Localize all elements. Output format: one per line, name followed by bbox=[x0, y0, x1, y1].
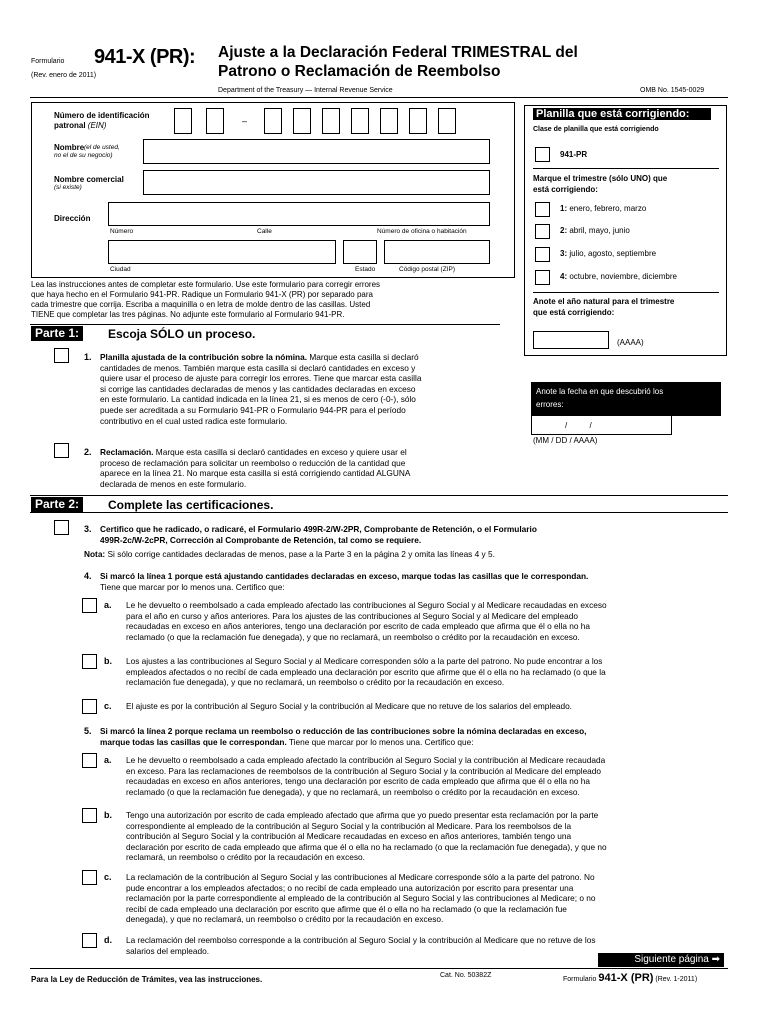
quarter-2-label: 2: abril, mayo, junio bbox=[560, 226, 630, 235]
part2-top-rule bbox=[30, 495, 728, 496]
item4-option-checkbox-a[interactable] bbox=[82, 598, 97, 613]
item4-option-text: El ajuste es por la contribución al Seguro Social y la contribución al Medicare que no retuve de los salarios del empleado. bbox=[126, 701, 572, 711]
item4-option-letter: c. bbox=[104, 701, 112, 711]
year-field[interactable] bbox=[533, 331, 609, 349]
checkbox-quarter-2[interactable] bbox=[535, 224, 550, 239]
footer-rule bbox=[30, 968, 728, 969]
sidebar-divider bbox=[533, 168, 719, 169]
item2-number: 2. bbox=[84, 447, 92, 457]
instructions-line4: TIENE que completar las tres páginas. No adjunte este formulario al Formulario 941-PR. bbox=[31, 310, 345, 319]
ein-digit-6[interactable] bbox=[351, 108, 369, 134]
checkbox-quarter-1[interactable] bbox=[535, 202, 550, 217]
discovery-date-field[interactable] bbox=[531, 416, 672, 435]
year-prompt-1: Anote el año natural para el trimestre bbox=[533, 297, 675, 306]
ein-digit-5[interactable] bbox=[322, 108, 340, 134]
part2-bottom-rule bbox=[30, 512, 728, 513]
department-line: Department of the Treasury — Internal Revenue Service bbox=[218, 87, 393, 94]
zip-field[interactable] bbox=[384, 240, 490, 264]
item5-option-text: Tengo una autorización por escrito de cada empleado afectado que afirma que yo puedo presentar esta reclamación por la parte correspondiente al empleado de la contribución al Seguro Social y la contribución al Medicare. Para los reembolsos de la contribución al Seguro Social y la contribución al Medicare recaudadas en exceso en años anteriores, también tengo una declaración por escrito de cada empleado que afirma que él o ella no ha reclamado (o que la reclamación fue denegada), y que no reclamará, un reembolso o crédito por la recaudación en exceso. bbox=[126, 810, 607, 863]
item5-option-text: Le he devuelto o reembolsado a cada empleado afectado la contribución al Seguro Social y la contribución al Medicare recaudada en exceso. Para las reclamaciones de reembolsos de la contribución al Seguro Social y la contribución al Medicare del empleado recaudadas en exceso en años anteriores, tengo una declaración por escrito de cada empleado que afirma que él o ella no ha reclamado (o que la reclamación fue denegada), y que no reclamará, un reembolso o crédito por la recaudación en exceso. bbox=[126, 755, 606, 797]
trade-name-sub: (si existe) bbox=[54, 184, 82, 191]
numero-caption: Número bbox=[110, 228, 134, 235]
quarter-3-label: 3: julio, agosto, septiembre bbox=[560, 249, 657, 258]
item5-option-letter: d. bbox=[104, 935, 112, 945]
name-sub: (el de usted, bbox=[84, 144, 120, 151]
ein-dash: – bbox=[242, 116, 248, 126]
instructions-line3: cada trimestre que corrija. Escriba a maquinilla o en letra de molde dentro de las casillas. Usted bbox=[31, 300, 371, 309]
ein-digit-3[interactable] bbox=[264, 108, 282, 134]
street-address-field[interactable] bbox=[108, 202, 490, 226]
checkbox-quarter-4[interactable] bbox=[535, 270, 550, 285]
oficina-caption: Número de oficina o habitación bbox=[377, 228, 467, 235]
item5-option-letter: b. bbox=[104, 810, 112, 820]
item2-text: Reclamación. Marque esta casilla si declaró cantidades en exceso y quiere usar el proceso de reclamación para solicitar un reembolso o reducción de la cantidad que aparece en la línea 21. No marque esta casilla si está corrigiendo cantidad ALGUNA declarada de menos en este formulario. bbox=[100, 447, 411, 489]
item4-option-text: Le he devuelto o reembolsado a cada empleado afectado las contribuciones al Seguro Social y al Medicare recaudadas en exceso para el año en curso y años anteriores. Para los ajustes de las contribuciones al Seguro Social y al Medicare del empleado recaudadas en exceso en años anteriores, tengo una declaración por escrito de cada empleado que afirma que él o ella no ha reclamado (o que la reclamación fue denegada), y que no reclamará, un reembolso o crédito por la recaudación en exceso. bbox=[126, 600, 607, 642]
city-field[interactable] bbox=[108, 240, 336, 264]
form-title-line2: Patrono o Reclamación de Reembolso bbox=[218, 63, 501, 80]
state-field[interactable] bbox=[343, 240, 377, 264]
form-number: 941-X (PR): bbox=[94, 46, 196, 68]
ciudad-caption: Ciudad bbox=[110, 266, 131, 273]
item3-text: Certifico que he radicado, o radicaré, el Formulario 499R-2/W-2PR, Comprobante de Retención, o el Formulario 499R-2c/W-2cPR, Corrección al Comprobante de Retención, tal como se requiere. bbox=[100, 524, 537, 545]
item4-option-letter: b. bbox=[104, 656, 112, 666]
item4-option-checkbox-c[interactable] bbox=[82, 699, 97, 714]
formulario-label: Formulario bbox=[31, 58, 65, 65]
next-page-text: Siguiente página bbox=[634, 954, 709, 965]
quarter-4-label: 4: octubre, noviembre, diciembre bbox=[560, 272, 677, 281]
checkbox-941pr[interactable] bbox=[535, 147, 550, 162]
quarter-prompt-1: Marque el trimestre (sólo UNO) que bbox=[533, 174, 668, 183]
checkbox-item2-claim[interactable] bbox=[54, 443, 69, 458]
item5-option-text: La reclamación del reembolso corresponde a la contribución al Seguro Social y la contribución al Medicare que no retuve de los salarios del empleado. bbox=[126, 935, 596, 956]
ein-digit-7[interactable] bbox=[380, 108, 398, 134]
item4-text: Si marcó la línea 1 porque está ajustando cantidades declaradas en exceso, marque todas las casillas que le correspondan. Tiene que marcar por lo menos una. Certifico que: bbox=[100, 571, 589, 592]
ein-digit-1[interactable] bbox=[174, 108, 192, 134]
ein-digit-2[interactable] bbox=[206, 108, 224, 134]
checkbox-quarter-3[interactable] bbox=[535, 247, 550, 262]
name-label: Nombre bbox=[54, 143, 85, 152]
arrow-right-icon: ➡ bbox=[711, 954, 720, 965]
revision-date: (Rev. enero de 2011) bbox=[31, 72, 97, 79]
date-header-2: errores: bbox=[536, 400, 564, 409]
calle-caption: Calle bbox=[257, 228, 272, 235]
item5-option-checkbox-d[interactable] bbox=[82, 933, 97, 948]
paperwork-notice: Para la Ley de Reducción de Trámites, vea las instrucciones. bbox=[31, 975, 263, 984]
quarter-1-label: 1: enero, febrero, marzo bbox=[560, 204, 647, 213]
item1-text: Planilla ajustada de la contribución sobre la nómina. Marque esta casilla si declaró cantidades de menos. También marque esta casilla si declaró cantidades en exceso y quiere usar el proceso de ajuste para corregir los errores. Tiene que marcar esta casilla si corrige las cantidades declaradas de menos y las cantidades declaradas en exceso en este formulario. La cantidad indicada en la línea 21, si es menos de cero (-0-), sólo puede ser acreditada a su Formulario 941-PR o Formulario 944-PR para el período contributivo en el cual usted radica este formulario. bbox=[100, 352, 422, 426]
date-slashes: / / bbox=[565, 421, 592, 430]
part1-title: Escoja SÓLO un proceso. bbox=[108, 327, 256, 341]
quarter-prompt-2: está corrigiendo: bbox=[533, 185, 598, 194]
item4-number: 4. bbox=[84, 571, 92, 581]
estado-caption: Estado bbox=[355, 266, 376, 273]
item5-option-letter: a. bbox=[104, 755, 112, 765]
item5-option-text: La reclamación de la contribución al Seguro Social y las contribuciones al Medicare corresponde sólo a la parte del patrono. No pude encontrar a los empleados afectados; o no recibí de cada empleado una autorización por escrito para presentar una reclamación por la parte correspondiente al empleado de la contribución al Seguro Social y las contribuciones al Medicare; o no recibí de cada empleado una declaración por escrito que afirme que él o ella no ha reclamado (o que la reclamación fue denegada), y que no reclamará, un reembolso o crédito por la recaudación en exceso. bbox=[126, 872, 596, 925]
next-page-indicator bbox=[598, 953, 724, 967]
header-rule bbox=[30, 97, 728, 98]
checkbox-item3-certify[interactable] bbox=[54, 520, 69, 535]
instructions-line1: Lea las instrucciones antes de completar este formulario. Use este formulario para corregir errores bbox=[31, 280, 381, 289]
item5-number: 5. bbox=[84, 726, 92, 736]
item5-option-letter: c. bbox=[104, 872, 112, 882]
name-field[interactable] bbox=[143, 139, 490, 164]
date-format: (MM / DD / AAAA) bbox=[533, 436, 598, 445]
checkbox-item1-adjusted-return[interactable] bbox=[54, 348, 69, 363]
item1-number: 1. bbox=[84, 352, 92, 362]
form-title-line1: Ajuste a la Declaración Federal TRIMESTRAL del bbox=[218, 44, 578, 61]
part1-label: Parte 1: bbox=[31, 326, 83, 341]
item4-option-letter: a. bbox=[104, 600, 112, 610]
return-type-prompt: Clase de planilla que está corrigiendo bbox=[533, 126, 659, 133]
instructions-line2: que haya hecho en el Formulario 941-PR. Radique un Formulario 941-X (PR) por separado para bbox=[31, 290, 373, 299]
trade-name-label: Nombre comercial bbox=[54, 175, 124, 184]
name-sub-2: no el de su negocio) bbox=[54, 152, 113, 159]
part2-title: Complete las certificaciones. bbox=[108, 498, 274, 512]
part2-label: Parte 2: bbox=[31, 497, 83, 512]
return-corrected-header: Planilla que está corrigiendo: bbox=[533, 108, 711, 120]
omb-number: OMB No. 1545-0029 bbox=[640, 87, 705, 94]
item4-option-text: Los ajustes a las contribuciones al Seguro Social y al Medicare corresponden sólo a la parte del patrono. No pude encontrar a los empleados afectados o no recibí de cada empleado una declaración por escrito que afirme que él o ella no ha reclamado (o que la reclamación fue denegada), y que no reclamará, un reembolso o crédito por la recaudación en exceso. bbox=[126, 656, 606, 688]
nota-text: Nota: Si sólo corrige cantidades declaradas de menos, pase a la Parte 3 en la página 2 y omita las líneas 4 y 5. bbox=[84, 549, 495, 559]
ein-digit-4[interactable] bbox=[293, 108, 311, 134]
trade-name-field[interactable] bbox=[143, 170, 490, 195]
ein-label-2: patronal (EIN) bbox=[54, 121, 107, 130]
item5-text: Si marcó la línea 2 porque reclama un reembolso o reducción de las contribuciones sobre la nómina declaradas en exceso, marque todas las casillas que le correspondan. Tiene que marcar por lo menos una. Certifico que: bbox=[100, 726, 587, 747]
ein-label: Número de identificación bbox=[54, 111, 150, 120]
footer-form-id: Formulario 941-X (PR) (Rev. 1-2011) bbox=[563, 972, 698, 984]
year-prompt-2: que está corrigiendo: bbox=[533, 308, 615, 317]
zip-caption: Código postal (ZIP) bbox=[399, 266, 455, 273]
address-label: Dirección bbox=[54, 214, 91, 223]
item4-option-checkbox-b[interactable] bbox=[82, 654, 97, 669]
return-type-label: 941-PR bbox=[560, 150, 588, 159]
date-header-1: Anote la fecha en que descubrió los bbox=[536, 387, 664, 396]
ein-digit-9[interactable] bbox=[438, 108, 456, 134]
ein-digit-8[interactable] bbox=[409, 108, 427, 134]
item5-option-checkbox-a[interactable] bbox=[82, 753, 97, 768]
part1-top-rule bbox=[30, 324, 500, 325]
sidebar-divider-2 bbox=[533, 292, 719, 293]
item5-option-checkbox-c[interactable] bbox=[82, 870, 97, 885]
item3-number: 3. bbox=[84, 524, 92, 534]
year-format: (AAAA) bbox=[617, 338, 644, 347]
catalog-number: Cat. No. 50382Z bbox=[440, 972, 492, 979]
item5-option-checkbox-b[interactable] bbox=[82, 808, 97, 823]
